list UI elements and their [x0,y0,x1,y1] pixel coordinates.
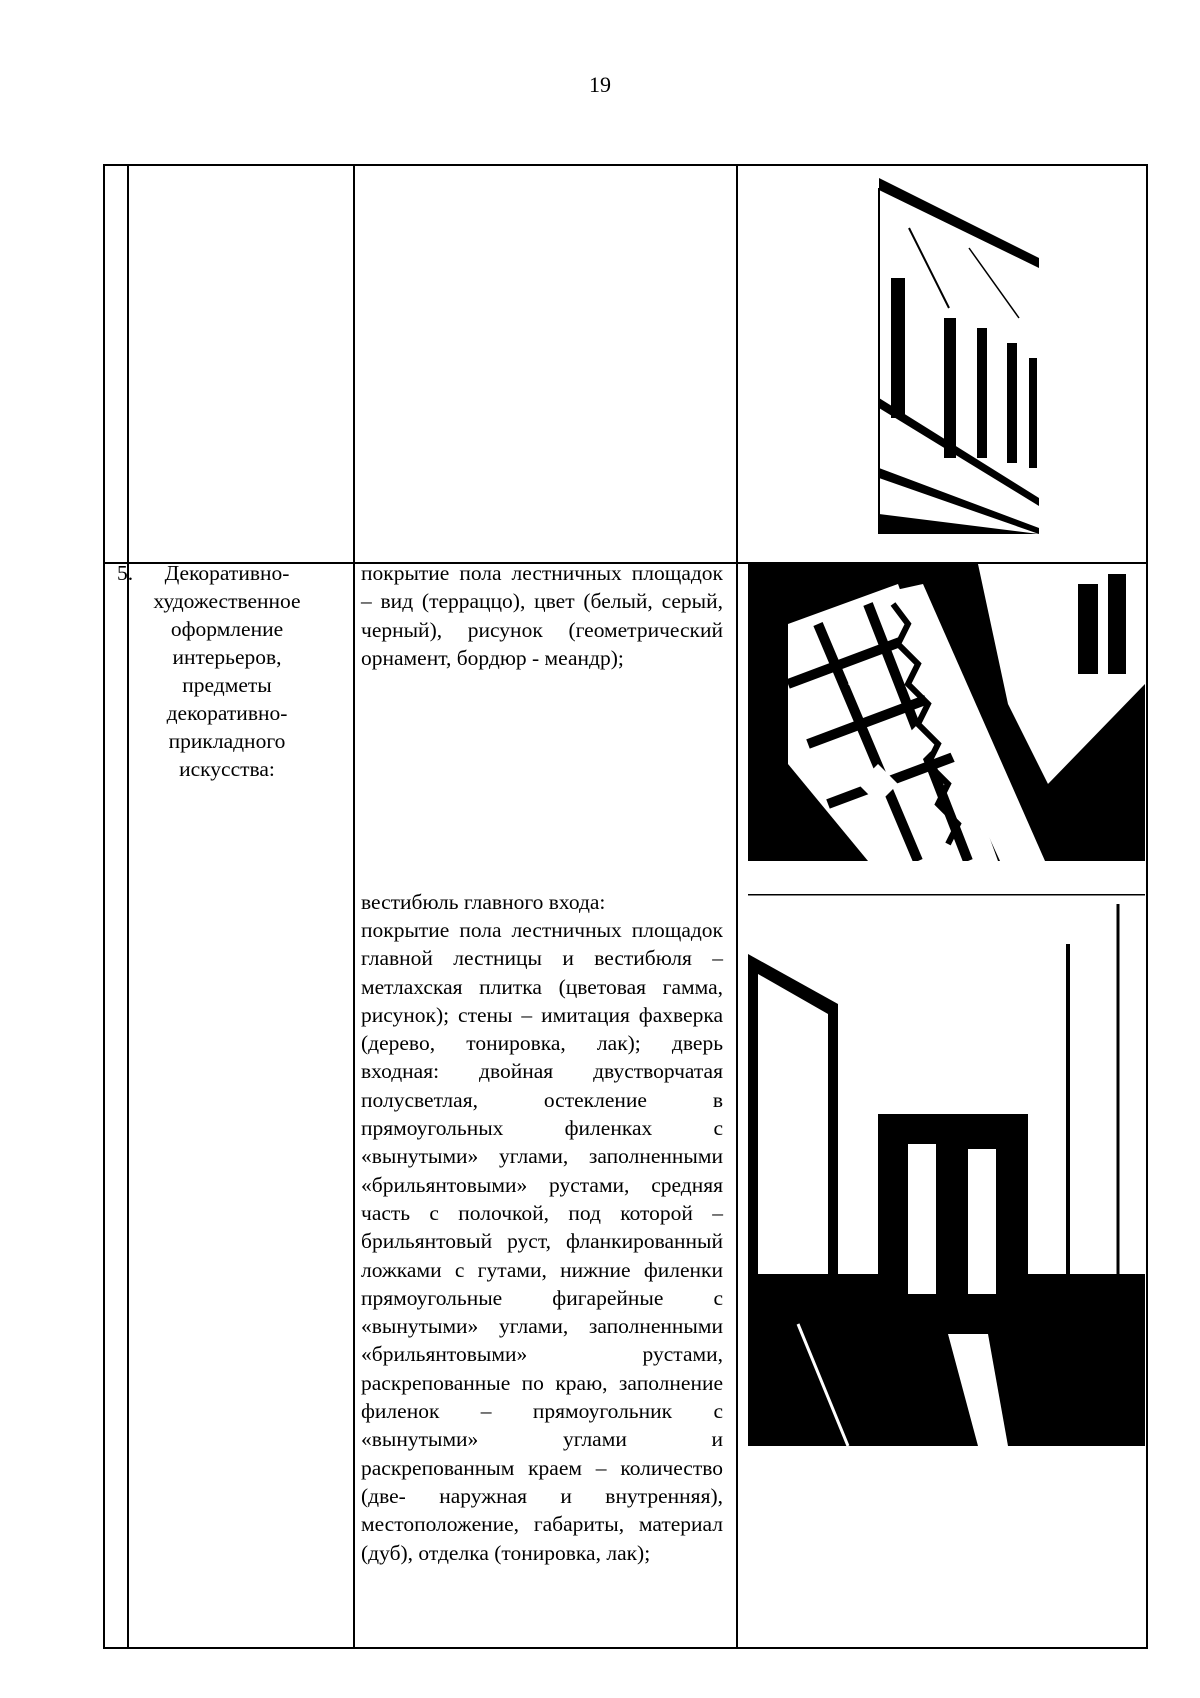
entrance-vestibule-photo [748,894,1145,1446]
row-number: 5. [117,561,134,585]
column-divider [736,166,738,1647]
building-facade-photo [849,168,1039,534]
heritage-table [103,164,1148,1649]
column-divider [353,166,355,1647]
floor-description: покрытие пола лестничных площадок – вид (терраццо), цвет (белый, серый, черный), рисунок (геометрический орнамент, бордюр - меандр); [361,561,723,670]
terrazzo-floor-photo [748,564,1145,861]
vestibule-heading: вестибюль главного входа: [361,890,606,914]
section-title: Декоративно-художественное оформление интерьеров, предметы декоративно-прикладного искусства: [153,561,301,781]
vestibule-description: покрытие пола лестничных площадок главной лестницы и вестибюля – метлахская плитка (цветовая гамма, рисунок); стены – имитация фахверка (дерево, тонировка, лак); дверь входная: двойная двустворчатая полусветлая, остекление в прямоугольных филенках с «вынутыми» углами, заполненными «брильянтовыми» рустами, средняя часть с полочкой, под которой – брильянтовый руст, фланкированный ложками с гутами, нижние филенки прямоугольные фигарейные с «вынутыми» углами, заполненными «брильянтовыми» рустами, раскрепованные по краю, заполнение филенок – прямоугольник с «вынутыми» углами и раскрепованным краем – количество (две- наружная и внутренняя), местоположение, габариты, материал (дуб), отделка (тонировка, лак); [361,918,723,1565]
column-divider [127,166,129,1647]
page-number: 19 [589,72,611,97]
